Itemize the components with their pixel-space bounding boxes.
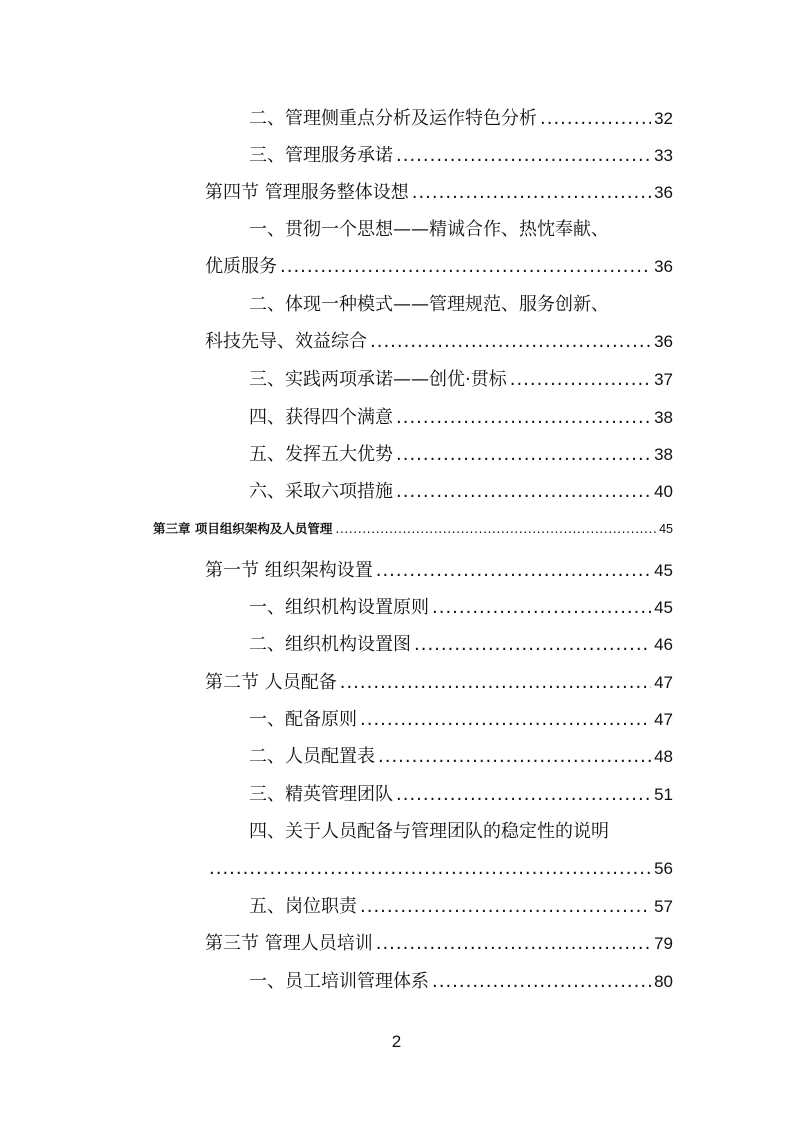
dot-leader — [209, 854, 651, 884]
dot-leader — [280, 252, 651, 282]
dot-leader — [414, 630, 651, 660]
dot-leader — [412, 178, 651, 208]
toc-entry[interactable] — [249, 440, 673, 470]
dot-leader — [396, 780, 651, 810]
toc-page: 45 — [654, 598, 673, 617]
toc-title: 第二节 人员配备 — [205, 672, 337, 693]
toc-page: 56 — [654, 859, 673, 878]
toc-entry[interactable] — [249, 104, 673, 134]
toc-entry[interactable] — [205, 215, 673, 290]
toc-title: 四、获得四个满意 — [249, 407, 393, 428]
toc-entry-chapter[interactable] — [153, 514, 673, 544]
dot-leader — [540, 104, 651, 134]
toc-entry[interactable] — [249, 967, 673, 997]
toc-page: 45 — [654, 561, 673, 580]
toc-title: 一、配备原则 — [249, 709, 357, 730]
toc-title: 六、采取六项措施 — [249, 481, 393, 502]
toc-page: 79 — [654, 934, 673, 953]
toc-title: 二、人员配置表 — [249, 746, 375, 767]
toc-page: 37 — [654, 370, 673, 389]
toc-entry[interactable] — [249, 365, 673, 395]
dot-leader — [378, 742, 651, 772]
toc-entry[interactable] — [249, 780, 673, 810]
toc-page: 45 — [659, 522, 673, 536]
toc-title: 一、组织机构设置原则 — [249, 597, 429, 618]
dot-leader — [370, 327, 651, 357]
dot-leader — [360, 705, 651, 735]
toc-page: 80 — [654, 972, 673, 991]
toc-title: 一、员工培训管理体系 — [249, 971, 429, 992]
toc-entry-section[interactable] — [205, 178, 673, 208]
toc-page: 33 — [654, 146, 673, 165]
toc-entry[interactable] — [249, 742, 673, 772]
dot-leader — [396, 440, 651, 470]
toc-title-line2: 优质服务 — [205, 256, 277, 277]
page-number: 2 — [391, 1032, 402, 1051]
dot-leader — [432, 967, 651, 997]
dot-leader — [360, 892, 651, 922]
toc-title: 三、精英管理团队 — [249, 784, 393, 805]
toc-title: 三、实践两项承诺——创优·贯标 — [249, 369, 507, 390]
dot-leader — [335, 514, 656, 544]
toc-entry[interactable] — [249, 817, 673, 892]
toc-page: 46 — [654, 635, 673, 654]
toc-entry[interactable] — [249, 892, 673, 922]
toc-page: 32 — [654, 109, 673, 128]
toc-entry-section[interactable] — [205, 668, 673, 698]
dot-leader — [396, 403, 651, 433]
toc-page: 38 — [654, 445, 673, 464]
toc-title: 第三章 项目组织架构及人员管理 — [153, 521, 333, 536]
toc-entry-section[interactable] — [205, 556, 673, 586]
toc-entry[interactable] — [249, 593, 673, 623]
toc-title: 第四节 管理服务整体设想 — [205, 182, 409, 203]
dot-leader — [396, 141, 651, 171]
toc-entry[interactable] — [249, 705, 673, 735]
dot-leader — [376, 556, 651, 586]
toc-entry[interactable] — [249, 630, 673, 660]
toc-title: 第一节 组织架构设置 — [205, 560, 373, 581]
toc-title-line2: 科技先导、效益综合 — [205, 331, 367, 352]
toc-title-line1: 一、贯彻一个思想——精诚合作、热忱奉献、 — [249, 219, 609, 240]
toc-page: 40 — [654, 482, 673, 501]
toc-title: 二、管理侧重点分析及运作特色分析 — [249, 108, 537, 129]
toc-title: 二、组织机构设置图 — [249, 634, 411, 655]
toc-page: 47 — [654, 673, 673, 692]
toc-page: 47 — [654, 710, 673, 729]
dot-leader — [396, 477, 651, 507]
toc-page: 36 — [654, 332, 673, 351]
toc-title: 五、发挥五大优势 — [249, 444, 393, 465]
toc-entry[interactable] — [205, 290, 673, 365]
toc-page: 48 — [654, 747, 673, 766]
toc-entry[interactable] — [249, 141, 673, 171]
dot-leader — [510, 365, 651, 395]
toc-entry[interactable] — [249, 477, 673, 507]
toc-title-line1: 四、关于人员配备与管理团队的稳定性的说明 — [249, 821, 609, 842]
toc-title-line1: 二、体现一种模式——管理规范、服务创新、 — [249, 294, 609, 315]
toc-page: 38 — [654, 408, 673, 427]
toc-page: 57 — [654, 897, 673, 916]
toc-page: 36 — [654, 257, 673, 276]
dot-leader — [340, 668, 651, 698]
toc-title: 第三节 管理人员培训 — [205, 933, 373, 954]
toc-page: 36 — [654, 183, 673, 202]
toc-title: 三、管理服务承诺 — [249, 145, 393, 166]
dot-leader — [432, 593, 651, 623]
dot-leader — [376, 929, 651, 959]
toc-entry-section[interactable] — [205, 929, 673, 959]
toc-entry[interactable] — [249, 403, 673, 433]
toc-title: 五、岗位职责 — [249, 896, 357, 917]
toc-page: 51 — [654, 785, 673, 804]
